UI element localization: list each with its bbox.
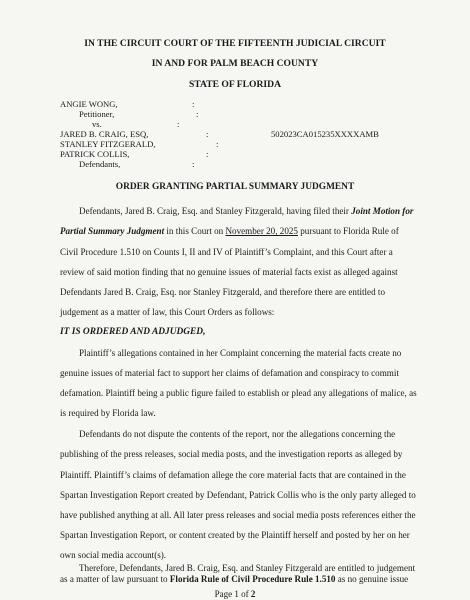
court-header-line-1: IN THE CIRCUIT COURT OF THE FIFTEENTH JUDICIAL CIRCUIT	[84, 38, 386, 49]
paragraph-line: review of said motion finding that no genuine issues of material facts exist as alleged against	[60, 267, 398, 277]
page-number-footer	[0, 589, 470, 599]
text-run: as a matter of law pursuant to	[60, 574, 170, 584]
paragraph-line: Defendants Jared B. Craig, Esq. nor Stanley Fitzgerald, and therefore there are entitled to	[60, 287, 385, 297]
motion-title-emphasis: Joint Motion for	[351, 206, 414, 216]
caption-colon: :	[216, 139, 219, 149]
paragraph-line: Spartan Investigation Report, or content created by the Plaintiff herself and posted by her on her	[60, 530, 410, 540]
caption-colon: :	[196, 109, 199, 119]
total-pages: 2	[250, 589, 256, 599]
court-header-line-2: IN AND FOR PALM BEACH COUNTY	[151, 58, 319, 69]
caption-colon: :	[206, 129, 209, 139]
defendant-2-name: STANLEY FITZGERALD,	[60, 139, 156, 149]
paragraph-line: defamation. Plaintiff being a public figure failed to establish or plead any allegations of malice, as	[60, 388, 417, 398]
case-number: 502023CA015235XXXXAMB	[271, 129, 379, 139]
petitioner-name: ANGIE WONG,	[60, 99, 118, 109]
order-title: ORDER GRANTING PARTIAL SUMMARY JUDGMENT	[115, 182, 355, 192]
defendant-1-name: JARED B. CRAIG, ESQ,	[60, 129, 149, 139]
text-run: as no genuine issue	[335, 574, 409, 584]
text-run: of	[238, 589, 251, 599]
paragraph-line	[60, 227, 399, 236]
paragraph-line: is required by Florida law.	[60, 408, 156, 418]
paragraph-line: own social media account(s).	[60, 550, 167, 560]
paragraph-line: Civil Procedure 1.510 on Counts I, II and IV of Plaintiff’s Complaint, and this Court after a	[60, 247, 393, 257]
paragraph-line: publishing of the press releases, social media posts, and the investigation reports as alleged by	[60, 449, 403, 459]
petitioner-role: Petitioner,	[79, 109, 115, 119]
paragraph-line	[79, 207, 413, 216]
caption-colon: :	[177, 119, 180, 129]
paragraph-line: have published anything at all. All later press releases and social media posts references either the	[60, 510, 416, 520]
paragraph-line: genuine issues of material fact to support her claims of defamation and conspiracy to commit	[60, 368, 399, 378]
caption-colon: :	[206, 149, 209, 159]
paragraph-line: Spartan Investigation Report created by Defendant, Patrick Collis who is the only party alleged to	[60, 490, 416, 500]
paragraph-line: Defendants do not dispute the contents of the report, nor the allegations concerning the	[79, 429, 396, 439]
caption-colon: :	[192, 99, 195, 109]
paragraph-line	[60, 575, 408, 584]
text-run: pursuant to Florida Rule of	[297, 226, 399, 236]
text-run: in this Court on	[164, 226, 226, 236]
text-run: Page	[214, 589, 235, 599]
paragraph-line: Therefore, Defendants, Jared B. Craig, Esq. and Stanley Fitzgerald are entitled to judgement	[79, 563, 416, 573]
court-header-line-3: STATE OF FLORIDA	[188, 79, 282, 90]
current-page: 1	[234, 589, 239, 599]
defendants-role: Defendants,	[79, 159, 121, 169]
caption-colon: :	[192, 159, 195, 169]
ordered-and-adjudged-heading: IT IS ORDERED AND ADJUDGED,	[60, 327, 206, 337]
text-run: Defendants, Jared B. Craig, Esq. and Stanley Fitzgerald, having filed their	[79, 206, 352, 216]
defendant-3-name: PATRICK COLLIS,	[60, 149, 130, 159]
versus-label: vs.	[92, 119, 102, 129]
rule-citation: Florida Rule of Civil Procedure Rule 1.510	[169, 574, 336, 584]
filing-date: November 20, 2025	[225, 226, 298, 236]
paragraph-line: Plaintiff’s allegations contained in her Complaint concerning the material facts create no	[79, 348, 402, 358]
paragraph-line: Plaintiff. Plaintiff’s claims of defamation allege the core material facts that are contained in the	[60, 470, 406, 480]
motion-title-emphasis: Partial Summary Judgment	[60, 226, 165, 236]
paragraph-line: judgement as a matter of law, this Court Orders as follows:	[60, 307, 275, 317]
